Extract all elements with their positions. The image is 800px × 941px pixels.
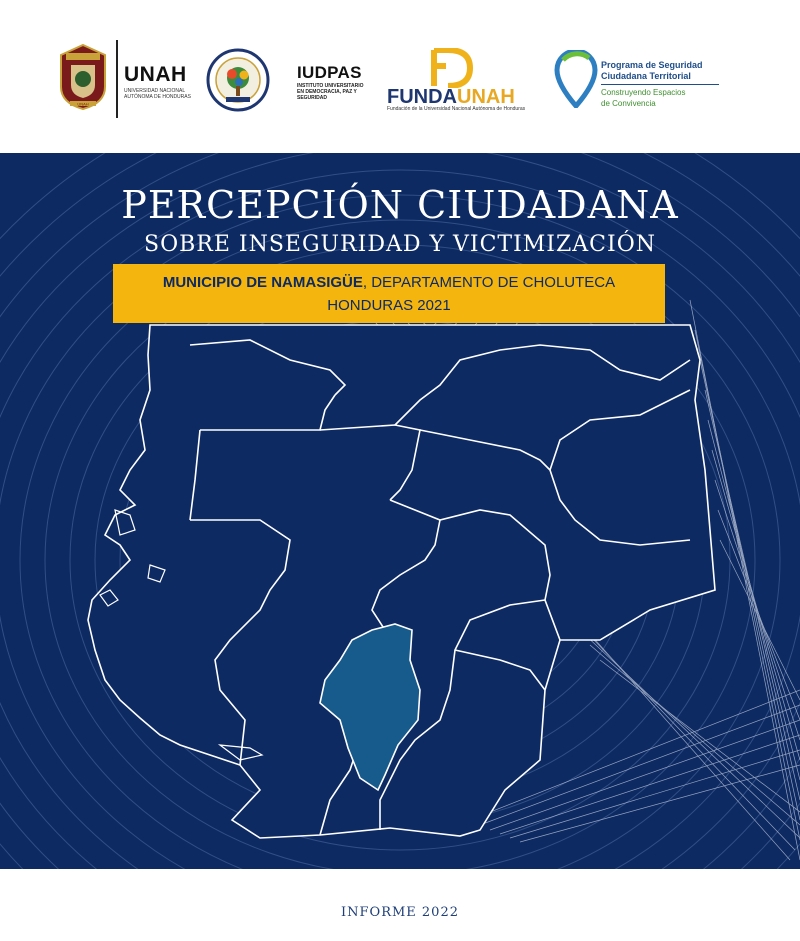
department-map-outline bbox=[88, 325, 715, 838]
programa-line3: Construyendo Espacios bbox=[601, 88, 686, 97]
cover-title-line1: PERCEPCIÓN CIUDADANA bbox=[121, 183, 679, 227]
cover-artwork bbox=[0, 153, 800, 869]
unah-subtitle: UNIVERSIDAD NACIONAL AUTÓNOMA DE HONDURAS bbox=[124, 88, 191, 100]
unah-divider bbox=[116, 40, 118, 118]
cover-title-line2: SOBRE INSEGURIDAD Y VICTIMIZACIÓN bbox=[144, 232, 656, 257]
band-line1 bbox=[113, 274, 665, 291]
iudpas-name: IUDPAS bbox=[297, 63, 362, 82]
fundaunah-name-part2: UNAH bbox=[457, 86, 515, 108]
fundaunah-name-part1: FUNDA bbox=[387, 86, 457, 108]
programa-line1: Programa de Seguridad bbox=[601, 60, 703, 70]
unah-name: UNAH bbox=[124, 63, 187, 86]
unah-seal-text: UNAH bbox=[77, 101, 89, 107]
band-municipality-name: MUNICIPIO DE NAMASIGÜE bbox=[162, 274, 363, 291]
programa-line2: Ciudadana Territorial bbox=[601, 71, 691, 81]
secondary-seal-icon bbox=[206, 48, 270, 112]
fundaunah-mark-icon bbox=[420, 48, 478, 88]
iudpas-subtitle: INSTITUTO UNIVERSITARIO EN DEMOCRACIA, PAZ Y SEGURIDAD bbox=[297, 83, 364, 101]
municipality-band bbox=[113, 264, 665, 323]
band-line2: HONDURAS 2021 bbox=[327, 297, 451, 314]
programa-rule bbox=[601, 84, 719, 85]
report-year-label: INFORME 2022 bbox=[341, 905, 459, 920]
band-department: , DEPARTAMENTO DE CHOLUTECA bbox=[362, 274, 616, 291]
logo-strip bbox=[0, 0, 800, 153]
cover-panel bbox=[0, 153, 800, 869]
programa-line4: de Convivencia bbox=[601, 99, 656, 108]
fundaunah-subtitle: Fundación de la Universidad Nacional Autónoma de Honduras bbox=[387, 106, 526, 112]
programa-location-pin-icon bbox=[553, 50, 599, 108]
unah-seal-icon bbox=[58, 43, 108, 111]
